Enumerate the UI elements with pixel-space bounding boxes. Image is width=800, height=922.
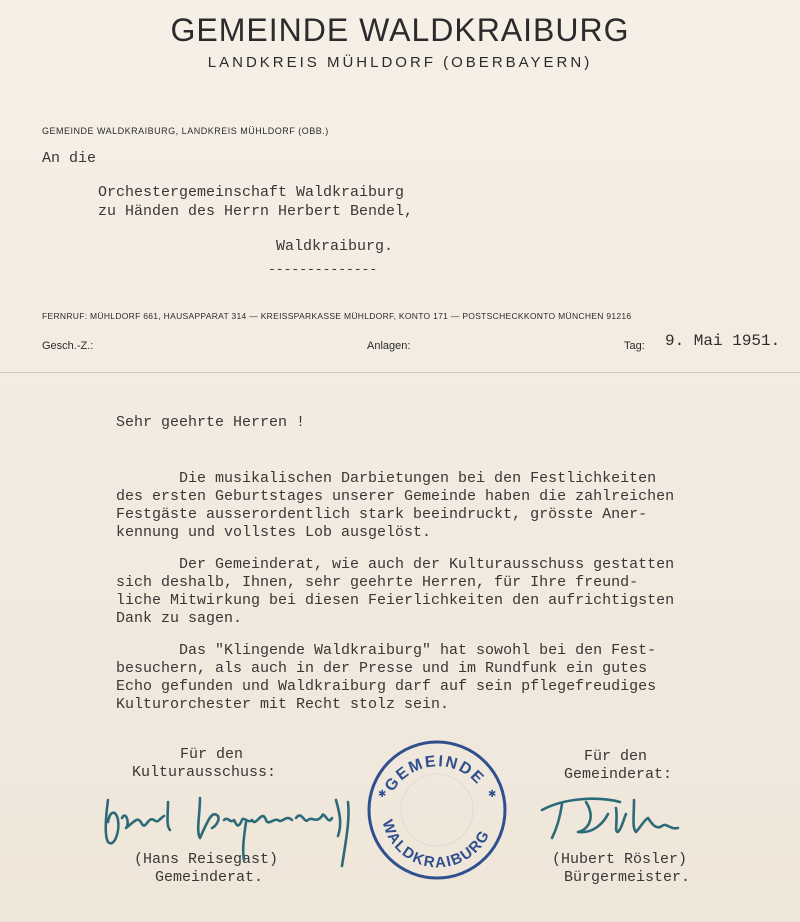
paper-fold [0, 372, 800, 373]
stamp-bottom-text: WALDKRAIBURG [378, 817, 494, 872]
left-sig-body: Kulturausschuss: [132, 764, 277, 781]
left-handwritten-signature [96, 780, 376, 875]
left-sig-for: Für den [180, 746, 244, 763]
official-stamp [362, 735, 512, 885]
right-sig-name: (Hubert Rösler) [552, 851, 688, 868]
reference-label: Gesch.-Z.: [42, 340, 94, 352]
letterhead-subtitle: LANDKREIS MÜHLDORF (OBERBAYERN) [207, 54, 593, 71]
right-handwritten-signature [538, 788, 698, 848]
left-sig-name: (Hans Reisegast) [134, 851, 279, 868]
paragraph-3: Das "Klingende Waldkraiburg" hat sowohl bei den Fest- besuchern, als auch in der Presse und im Rundfunk ein gutes Echo gefunden und Waldkraiburg darf auf sein pflegefreudiges Kulturorchester mit Recht stolz sein. [116, 642, 657, 713]
address-attention: zu Händen des Herrn Herbert Bendel, [98, 203, 414, 220]
contact-footer-line: FERNRUF: MÜHLDORF 661, HAUSAPPARAT 314 — KREISSPARKASSE MÜHLDORF, KONTO 171 — POSTSCHECKKONTO MÜNCHEN 91216 [42, 311, 632, 321]
address-underline: -------------- [268, 262, 378, 277]
right-sig-for: Für den [584, 748, 648, 765]
letter-date: 9. Mai 1951. [665, 332, 781, 350]
address-recipient: Orchestergemeinschaft Waldkraiburg [98, 184, 405, 201]
stamp-star-right-icon: ✱ [488, 789, 497, 800]
sender-line: GEMEINDE WALDKRAIBURG, LANDKREIS MÜHLDORF (OBB.) [42, 126, 329, 136]
paragraph-1: Die musikalischen Darbietungen bei den Festlichkeiten des ersten Geburtstages unserer Gemeinde haben die zahlreichen Festgäste ausserordentlich stark beeindruckt, grösste Aner- kennung und vollstes Lob ausgelöst. [116, 470, 675, 541]
right-sig-role: Bürgermeister. [564, 869, 691, 886]
right-sig-body: Gemeinderat: [564, 766, 673, 783]
paragraph-2: Der Gemeinderat, wie auch der Kulturausschuss gestatten sich deshalb, Ihnen, sehr geehrte Herren, für Ihre freund- liche Mitwirkung bei diesen Feierlichkeiten den aufrichtigsten Dank zu sagen. [116, 556, 675, 627]
salutation: Sehr geehrte Herren ! [116, 414, 306, 431]
letterhead-title: GEMEINDE WALDKRAIBURG [170, 12, 630, 48]
stamp-top-text: GEMEINDE [381, 753, 488, 795]
stamp-star-left-icon: ✱ [378, 789, 387, 800]
date-label: Tag: [624, 340, 645, 352]
address-city: Waldkraiburg. [276, 238, 394, 255]
address-an-die: An die [42, 150, 97, 167]
attachments-label: Anlagen: [367, 340, 411, 352]
left-sig-role: Gemeinderat. [155, 869, 264, 886]
